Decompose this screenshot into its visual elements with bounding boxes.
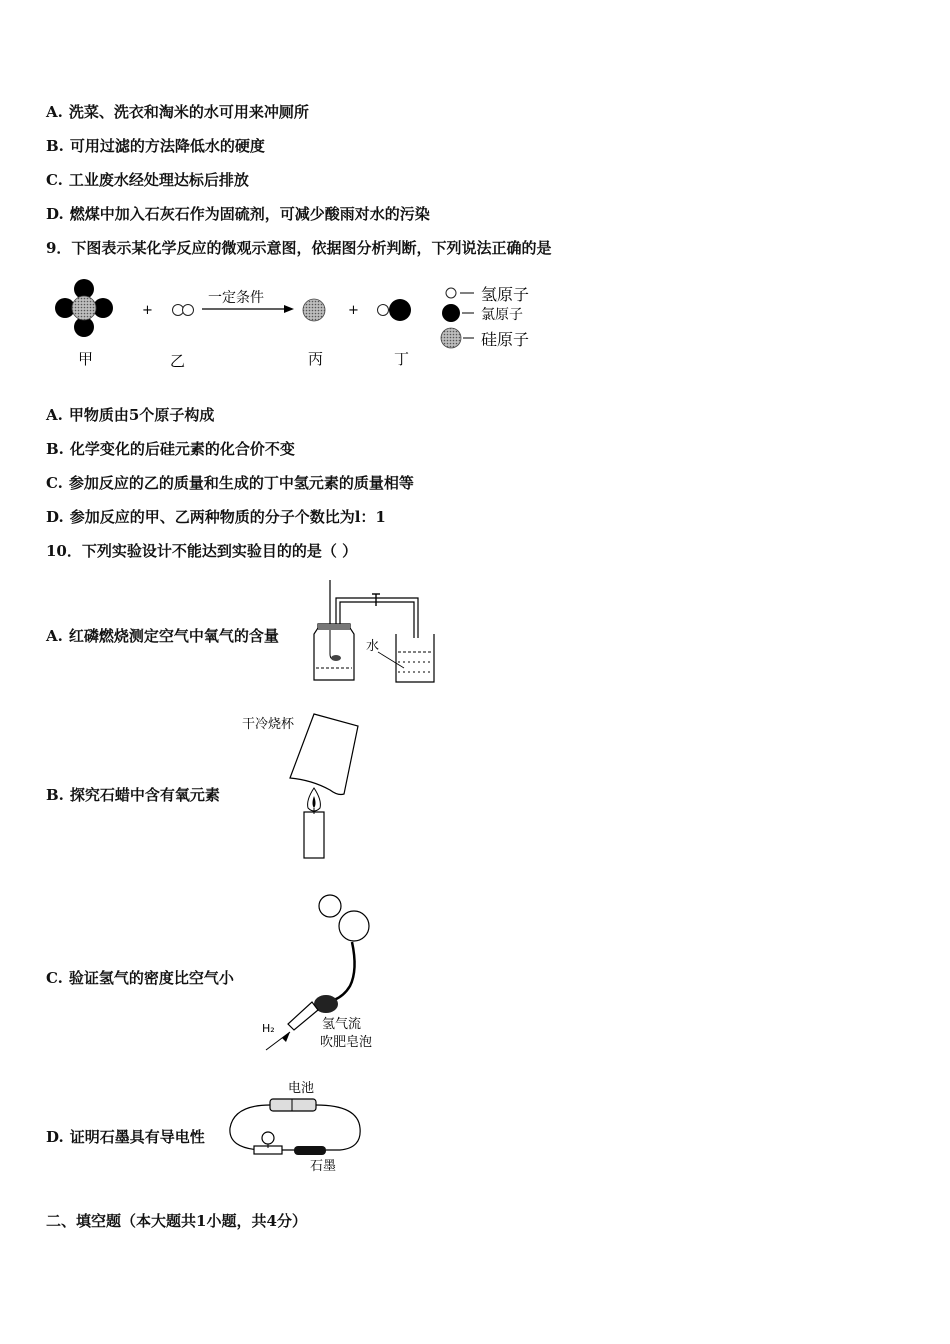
legend <box>441 285 529 349</box>
label-graphite: 石墨 <box>310 1159 337 1174</box>
arrow-head-icon <box>284 305 294 313</box>
q9-stem: 9．下图表示某化学反应的微观示意图，依据图分析判断，下列说法正确的是 <box>46 239 552 257</box>
label-blow-soap-bubbles: 吹肥皂泡 <box>320 1035 373 1050</box>
option-text: 化学变化的后硅元素的化合价不变 <box>69 440 295 458</box>
option-text: 甲物质由5个原子构成 <box>68 406 215 424</box>
label-h2: H₂ <box>262 1022 275 1035</box>
option-text: 验证氢气的密度比空气小 <box>68 969 234 987</box>
option-letter: D. <box>46 508 64 526</box>
phosphorus-spoon <box>331 655 341 661</box>
option-letter: D. <box>46 205 64 223</box>
delivery-tube <box>334 942 355 1000</box>
hydrogen-bubble-apparatus <box>260 890 390 1052</box>
label-jia: 甲 <box>78 350 94 368</box>
label-bing: 丙 <box>308 350 324 368</box>
reaction-condition: 一定条件 <box>208 290 264 306</box>
q10-option-d <box>46 1127 205 1147</box>
candle <box>304 812 324 858</box>
q10-stem: 10．下列实验设计不能达到实验目的的是（ ） <box>46 542 358 560</box>
q8-option-c <box>46 170 249 190</box>
soap-bubble-icon <box>319 895 341 917</box>
molecule-bing <box>303 299 325 321</box>
chlorine-atom-icon <box>442 304 460 322</box>
option-text: 可用过滤的方法降低水的硬度 <box>69 137 265 155</box>
soap-bubble-icon <box>339 911 369 941</box>
q8-option-d <box>46 204 430 224</box>
option-letter: C. <box>46 171 63 189</box>
molecule-yi <box>173 305 194 316</box>
silicon-atom-icon <box>441 328 461 348</box>
label-dry-cold-beaker: 干冷烧杯 <box>242 717 295 732</box>
option-letter: C. <box>46 969 63 987</box>
plus-sign: + <box>348 303 359 318</box>
molecule-ding <box>378 299 412 321</box>
section-heading: 二、填空题（本大题共1小题，共4分） <box>46 1212 307 1230</box>
stopper <box>318 624 350 630</box>
option-text: 参加反应的甲、乙两种物质的分子个数比为l：1 <box>69 508 386 526</box>
q10-option-b <box>46 785 220 805</box>
q8-option-a <box>46 102 309 122</box>
reaction-diagram <box>50 276 550 372</box>
label-water: 水 <box>366 639 380 654</box>
option-text: 参加反应的乙的质量和生成的丁中氢元素的质量相等 <box>68 474 414 492</box>
battery-icon <box>270 1099 316 1111</box>
graphite-circuit-apparatus <box>222 1076 368 1174</box>
q10-option-a <box>46 626 279 646</box>
q9-option-a <box>46 405 214 425</box>
molecule-jia <box>55 279 113 337</box>
q9-option-b <box>46 439 295 459</box>
legend-hydrogen: 氢原子 <box>481 285 530 304</box>
option-text: 洗菜、洗衣和淘米的水可用来冲厕所 <box>68 103 309 121</box>
label-battery: 电池 <box>288 1081 315 1096</box>
plus-sign: + <box>142 303 153 318</box>
option-letter: B. <box>46 786 64 804</box>
label-yi: 乙 <box>170 352 186 370</box>
gas-bottle <box>314 624 354 680</box>
option-letter: C. <box>46 474 63 492</box>
option-letter: B. <box>46 137 64 155</box>
option-text: 红磷燃烧测定空气中氧气的含量 <box>68 627 279 645</box>
q9-option-d <box>46 507 386 527</box>
q9-option-c <box>46 473 414 493</box>
q10-option-c <box>46 968 234 988</box>
option-text: 证明石墨具有导电性 <box>69 1128 205 1146</box>
option-letter: B. <box>46 440 64 458</box>
bulb-icon <box>262 1132 274 1144</box>
label-hydrogen-flow: 氢气流 <box>322 1017 362 1032</box>
option-text: 工业废水经处理达标后排放 <box>68 171 249 189</box>
q8-option-b <box>46 136 265 156</box>
legend-chlorine: 氯原子 <box>481 307 523 323</box>
option-text: 探究石蜡中含有氧元素 <box>69 786 220 804</box>
hydrogen-atom-icon <box>446 288 456 298</box>
option-letter: A. <box>46 406 63 424</box>
legend-silicon: 硅原子 <box>481 330 530 349</box>
option-text: 燃煤中加入石灰石作为固硫剂，可减少酸雨对水的污染 <box>69 205 430 223</box>
cold-beaker-candle-apparatus <box>238 708 370 864</box>
option-letter: D. <box>46 1128 64 1146</box>
label-ding: 丁 <box>394 350 410 368</box>
tilted-beaker <box>290 714 358 795</box>
gas-tube <box>288 1002 318 1030</box>
red-phosphorus-apparatus <box>308 576 440 688</box>
wire <box>230 1105 360 1150</box>
graphite-rod <box>294 1146 326 1155</box>
option-letter: A. <box>46 627 63 645</box>
beaker <box>396 634 434 682</box>
option-letter: A. <box>46 103 63 121</box>
